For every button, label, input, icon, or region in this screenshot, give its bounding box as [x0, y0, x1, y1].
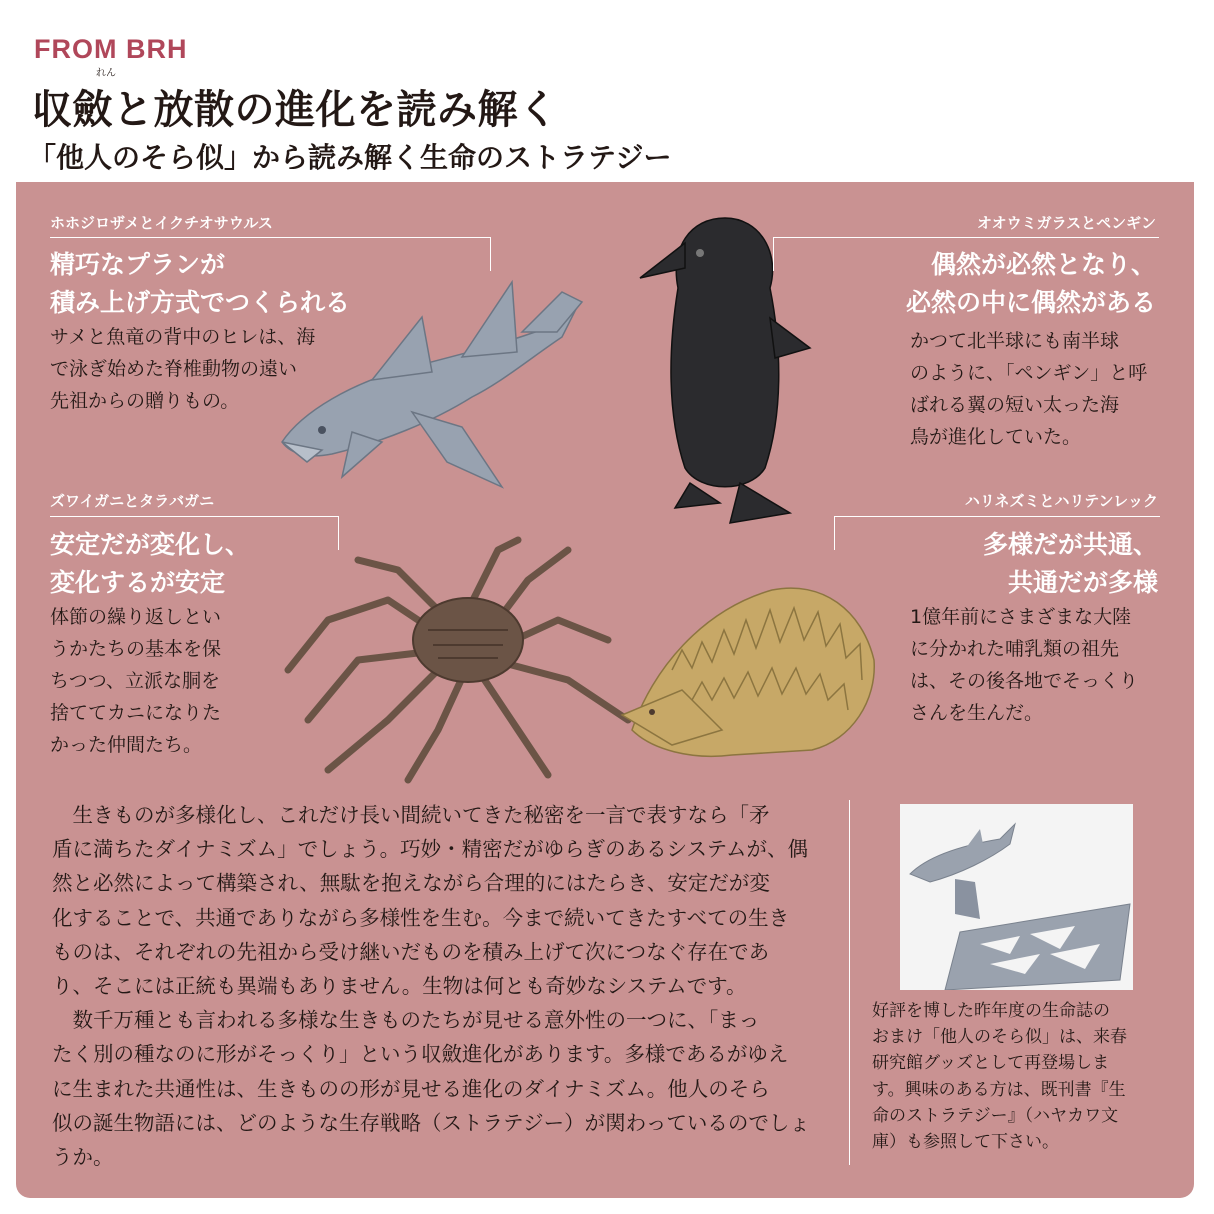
section-body-crab-line1: 体節の繰り返しとい: [50, 606, 222, 628]
main-essay-line: り、そこには正統も異端もありません。生物は何とも奇妙なシステムです。: [52, 974, 747, 999]
section-rule-hedgehog-tick: [834, 516, 835, 550]
section-tag-crab: ズワイガニとタラバガニ: [50, 492, 215, 510]
main-essay-line: うか。: [52, 1145, 114, 1170]
section-rule-penguin-tick: [773, 237, 774, 271]
product-photo: [900, 804, 1133, 990]
caption-line: す。興味のある方は、既刊書『生: [872, 1079, 1126, 1100]
section-body-penguin-line3: ばれる翼の短い太った海: [910, 394, 1120, 416]
section-body-crab-line3: ちつつ、立派な胴を: [50, 670, 221, 692]
section-heading-penguin-line1: 偶然が必然となり、: [930, 250, 1156, 279]
section-heading-crab-line2: 変化するが安定: [50, 568, 226, 597]
section-heading-hedgehog-line1: 多様だが共通、: [982, 530, 1158, 559]
caption-line: 好評を博した昨年度の生命誌の: [872, 1001, 1110, 1021]
main-essay-line: 数千万種とも言われる多様な生きものたちが見せる意外性の一つに、「まっ: [52, 1008, 760, 1033]
photo-caption: [872, 998, 1172, 1155]
main-essay-line: 似の誕生物語には、どのような生存戦略（ストラテジー）が関わっているのでしょ: [52, 1110, 810, 1135]
ruby-annotation: れん: [96, 68, 116, 79]
section-heading-penguin-line2: 必然の中に偶然がある: [905, 288, 1156, 317]
shark-kit-image: [900, 804, 1133, 990]
section-tag-penguin: オオウミガラスとペンギン: [977, 214, 1156, 232]
main-essay-line: ものは、それぞれの先祖から受け継いだものを積み上げて次につなぐ存在であ: [52, 939, 770, 964]
section-body-shark-line3: 先祖からの贈りもの。: [50, 390, 240, 412]
section-body-penguin-line1: かつて北半球にも南半球: [910, 330, 1120, 352]
section-rule-shark-tick: [490, 237, 491, 271]
section-body-hedgehog-line1: 1億年前にさまざまな大陸: [910, 606, 1132, 628]
page-subtitle: 「他人のそら似」から読み解く生命のストラテジー: [28, 141, 672, 174]
section-body-hedgehog-line2: に分かれた哺乳類の祖先: [910, 638, 1120, 660]
section-body-shark-line1: サメと魚竜の背中のヒレは、海: [50, 326, 316, 348]
section-heading-shark-line2: 積み上げ方式でつくられる: [50, 288, 351, 317]
column-divider: [849, 800, 850, 1165]
main-essay-line: 然と必然によって構築され、無駄を抱えながら合理的にはたらき、安定だが変: [52, 871, 770, 896]
penguin-model-image: [630, 208, 820, 528]
main-essay: [52, 798, 832, 1174]
page-title: 収斂と放散の進化を読み解く: [32, 87, 559, 133]
section-rule-crab-tick: [338, 516, 339, 550]
section-body-hedgehog-line4: さんを生んだ。: [910, 702, 1044, 724]
main-essay-line: に生まれた共通性は、生きものの形が見せる進化のダイナミズム。他人のそら: [52, 1076, 770, 1101]
main-essay-line: 盾に満ちたダイナミズム」でしょう。巧妙・精密だがゆらぎのあるシステムが、偶: [52, 837, 809, 862]
main-essay-line: 化することで、共通でありながら多様性を生む。今まで続いてきたすべての生き: [52, 905, 790, 930]
section-body-penguin-line4: 鳥が進化していた。: [910, 426, 1082, 448]
section-body-crab-line5: かった仲間たち。: [50, 734, 203, 756]
section-tag-hedgehog: ハリネズミとハリテンレック: [964, 492, 1158, 510]
section-heading-crab-line1: 安定だが変化し、: [50, 530, 251, 559]
main-essay-line: 生きものが多様化し、これだけ長い間続いてきた秘密を一言で表すなら「矛: [52, 803, 770, 827]
kicker: FROM BRH: [34, 34, 188, 64]
caption-line: 研究館グッズとして再登場しま: [872, 1053, 1110, 1074]
section-heading-hedgehog-line2: 共通だが多様: [1007, 568, 1158, 597]
section-body-crab-line4: 捨ててカニになりた: [50, 702, 222, 724]
caption-line: 庫）も参照して下さい。: [872, 1132, 1059, 1153]
section-rule-hedgehog: [834, 516, 1160, 517]
section-body-penguin-line2: のように、「ペンギン」と呼: [910, 362, 1148, 384]
section-heading-shark-line1: 精巧なプランが: [50, 250, 226, 279]
caption-line: おまけ「他人のそら似」は、来春: [872, 1027, 1127, 1048]
crab-model-image: [268, 530, 638, 790]
section-body-shark-line2: で泳ぎ始めた脊椎動物の遠い: [50, 358, 298, 380]
section-body-hedgehog-line3: は、その後各地でそっくり: [910, 670, 1139, 692]
main-essay-line: たく別の種なのに形がそっくり」という収斂進化があります。多様であるがゆえ: [52, 1042, 789, 1067]
section-tag-shark: ホホジロザメとイクチオサウルス: [50, 214, 273, 232]
section-rule-crab: [50, 516, 338, 517]
section-rule-penguin: [773, 237, 1159, 238]
section-body-crab-line2: うかたちの基本を保: [50, 638, 222, 660]
caption-line: 命のストラテジー』（ハヤカワ文: [872, 1105, 1119, 1126]
section-rule-shark: [50, 237, 490, 238]
hedgehog-model-image: [612, 550, 882, 780]
